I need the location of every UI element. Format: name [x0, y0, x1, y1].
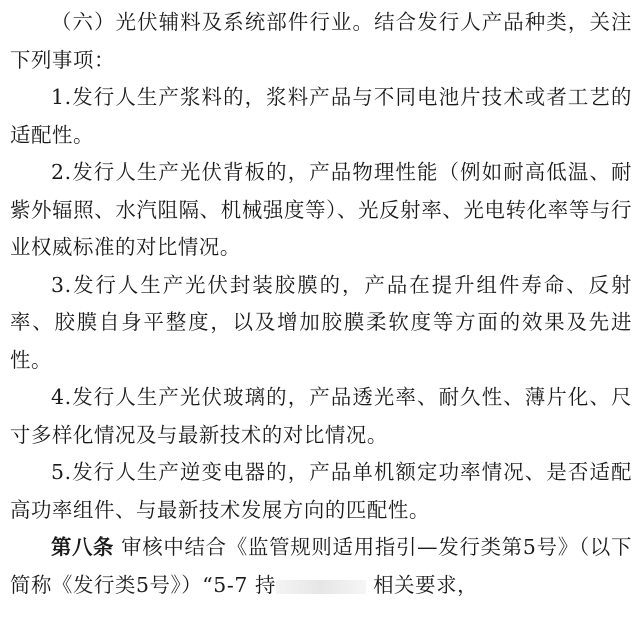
redacted-gap — [276, 580, 366, 594]
article-eight-label: 第八条 — [51, 535, 114, 559]
article-eight-text-before: 审核中结合《监管规则适用指引—发行类第5号》（以下简称《发行类5号》）“5-7 持 — [10, 535, 632, 597]
item-4-paragraph: 4.发行人生产光伏玻璃的，产品透光率、耐久性、薄片化、尺寸多样化情况及与最新技术的对比情况。 — [10, 385, 632, 447]
article-eight-text-after: 相关要求， — [373, 572, 479, 597]
item-5-paragraph: 5.发行人生产逆变电器的，产品单机额定功率情况、是否适配高功率组件、与最新技术发展方向的匹配性。 — [10, 460, 632, 522]
article-eight-paragraph — [10, 529, 632, 604]
item-1-paragraph: 1.发行人生产浆料的，浆料产品与不同电池片技术或者工艺的适配性。 — [10, 85, 632, 147]
item-3-paragraph: 3.发行人生产光伏封装胶膜的，产品在提升组件寿命、反射率、胶膜自身平整度，以及增加胶膜柔软度等方面的效果及先进性。 — [10, 272, 632, 372]
item-2-paragraph: 2.发行人生产光伏背板的，产品物理性能（例如耐高低温、耐紫外辐照、水汽阻隔、机械强度等）、光反射率、光电转化率等与行业权威标准的对比情况。 — [10, 160, 632, 259]
section-six-paragraph: （六）光伏辅料及系统部件行业。结合发行人产品种类，关注下列事项： — [10, 10, 632, 72]
